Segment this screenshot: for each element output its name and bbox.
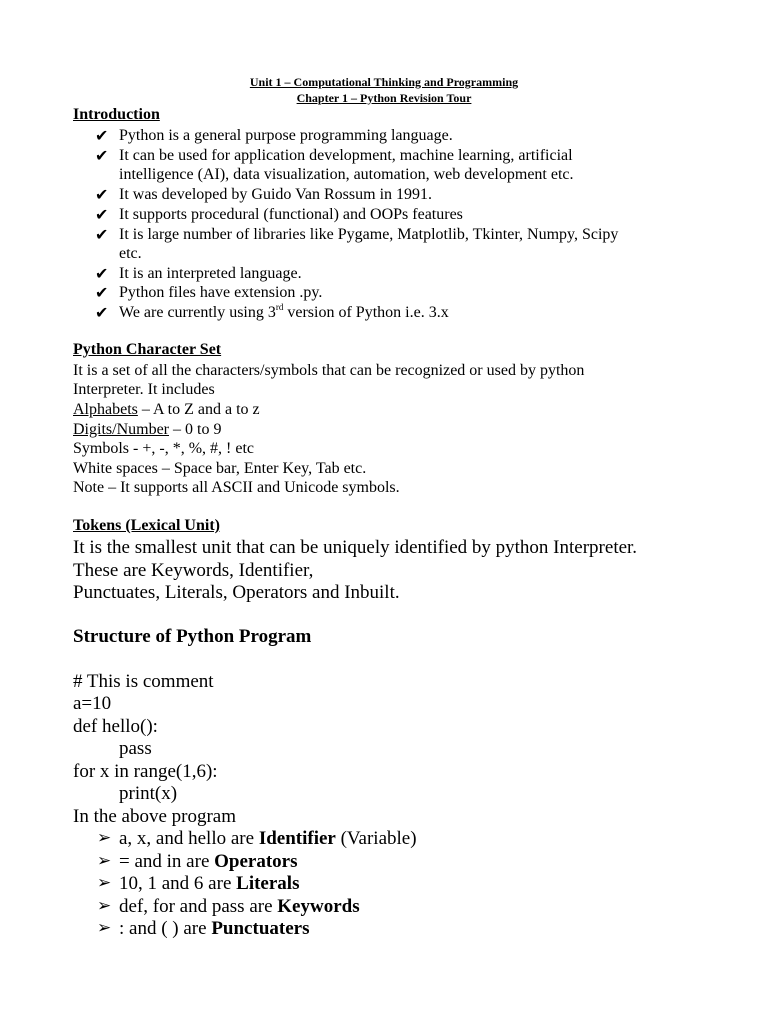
digits-value: – 0 to 9 bbox=[169, 421, 222, 438]
intro-bullet-2-cont: intelligence (AI), data visualization, automation, web development etc. bbox=[119, 166, 574, 183]
intro-bullet-8 bbox=[119, 303, 449, 323]
charset-heading: Python Character Set bbox=[73, 341, 222, 358]
structure-item-4 bbox=[119, 896, 360, 919]
structure-item-2 bbox=[119, 851, 298, 874]
code-line-4: pass bbox=[119, 738, 152, 759]
alphabets-label: Alphabets bbox=[73, 401, 138, 418]
arrow-head-icon: ➢ bbox=[97, 828, 112, 847]
tokens-line-1: It is the smallest unit that can be uniquely identified by python Interpreter. bbox=[73, 537, 638, 558]
check-mark-icon: ✔ bbox=[95, 207, 109, 224]
code-line-5: for x in range(1,6): bbox=[73, 761, 218, 782]
version-text: We are currently using 3 bbox=[119, 304, 276, 321]
check-mark-icon: ✔ bbox=[95, 305, 109, 322]
tokens-heading: Tokens (Lexical Unit) bbox=[73, 517, 220, 534]
item-text: def, for and pass are bbox=[119, 896, 278, 917]
digits-label: Digits/Number bbox=[73, 421, 169, 438]
intro-bullet-5: It is large number of libraries like Pygame, Matplotlib, Tkinter, Numpy, Scipy bbox=[119, 226, 619, 243]
arrow-head-icon: ➢ bbox=[97, 918, 112, 937]
introduction-heading: Introduction bbox=[73, 106, 160, 123]
charset-digits bbox=[73, 420, 221, 440]
item-text: : and ( ) are bbox=[119, 918, 212, 939]
chapter-title: Chapter 1 – Python Revision Tour bbox=[296, 91, 472, 105]
check-mark-icon: ✔ bbox=[95, 187, 109, 204]
unit-title: Unit 1 – Computational Thinking and Programming bbox=[249, 75, 519, 89]
item-term: Punctuaters bbox=[211, 918, 310, 939]
item-term: Operators bbox=[214, 851, 298, 872]
intro-bullet-2: It can be used for application development, machine learning, artificial bbox=[119, 147, 573, 164]
structure-intro: In the above program bbox=[73, 806, 237, 827]
structure-item-3 bbox=[119, 873, 299, 896]
item-text: 10, 1 and 6 are bbox=[119, 873, 237, 894]
structure-heading: Structure of Python Program bbox=[73, 626, 312, 647]
check-mark-icon: ✔ bbox=[95, 128, 109, 145]
check-mark-icon: ✔ bbox=[95, 227, 109, 244]
item-text-rest: (Variable) bbox=[335, 828, 417, 849]
intro-bullet-5-cont: etc. bbox=[119, 245, 142, 262]
charset-line-1: It is a set of all the characters/symbols that can be recognized or used by python bbox=[73, 362, 585, 379]
intro-bullet-3: It was developed by Guido Van Rossum in 1991. bbox=[119, 186, 433, 203]
structure-item-1 bbox=[119, 828, 417, 851]
code-line-6: print(x) bbox=[119, 783, 178, 804]
check-mark-icon: ✔ bbox=[95, 285, 109, 302]
charset-line-2: Interpreter. It includes bbox=[73, 381, 215, 398]
charset-whitespace: White spaces – Space bar, Enter Key, Tab etc. bbox=[73, 460, 367, 477]
charset-alphabets bbox=[73, 400, 260, 420]
item-text: a, x, and hello are bbox=[119, 828, 259, 849]
intro-bullet-6: It is an interpreted language. bbox=[119, 265, 302, 282]
intro-bullet-4: It supports procedural (functional) and OOPs features bbox=[119, 206, 463, 223]
structure-item-5 bbox=[119, 918, 309, 941]
item-term: Literals bbox=[236, 873, 300, 894]
alphabets-value: – A to Z and a to z bbox=[137, 401, 260, 418]
code-line-1: # This is comment bbox=[73, 671, 214, 692]
item-text: = and in are bbox=[119, 851, 215, 872]
intro-bullet-1: Python is a general purpose programming language. bbox=[119, 127, 453, 144]
charset-note: Note – It supports all ASCII and Unicode symbols. bbox=[73, 479, 400, 496]
charset-symbols: Symbols - +, -, *, %, #, ! etc bbox=[73, 440, 254, 457]
code-line-2: a=10 bbox=[73, 693, 112, 714]
version-text-rest: version of Python i.e. 3.x bbox=[283, 304, 449, 321]
item-term: Identifier bbox=[258, 828, 336, 849]
tokens-line-2: These are Keywords, Identifier, bbox=[73, 560, 314, 581]
arrow-head-icon: ➢ bbox=[97, 896, 112, 915]
ordinal-suffix: rd bbox=[275, 302, 284, 312]
code-line-3: def hello(): bbox=[73, 716, 158, 737]
intro-bullet-7: Python files have extension .py. bbox=[119, 284, 323, 301]
tokens-line-3: Punctuates, Literals, Operators and Inbuilt. bbox=[73, 582, 400, 603]
check-mark-icon: ✔ bbox=[95, 148, 109, 165]
check-mark-icon: ✔ bbox=[95, 266, 109, 283]
arrow-head-icon: ➢ bbox=[97, 873, 112, 892]
arrow-head-icon: ➢ bbox=[97, 851, 112, 870]
item-term: Keywords bbox=[277, 896, 360, 917]
